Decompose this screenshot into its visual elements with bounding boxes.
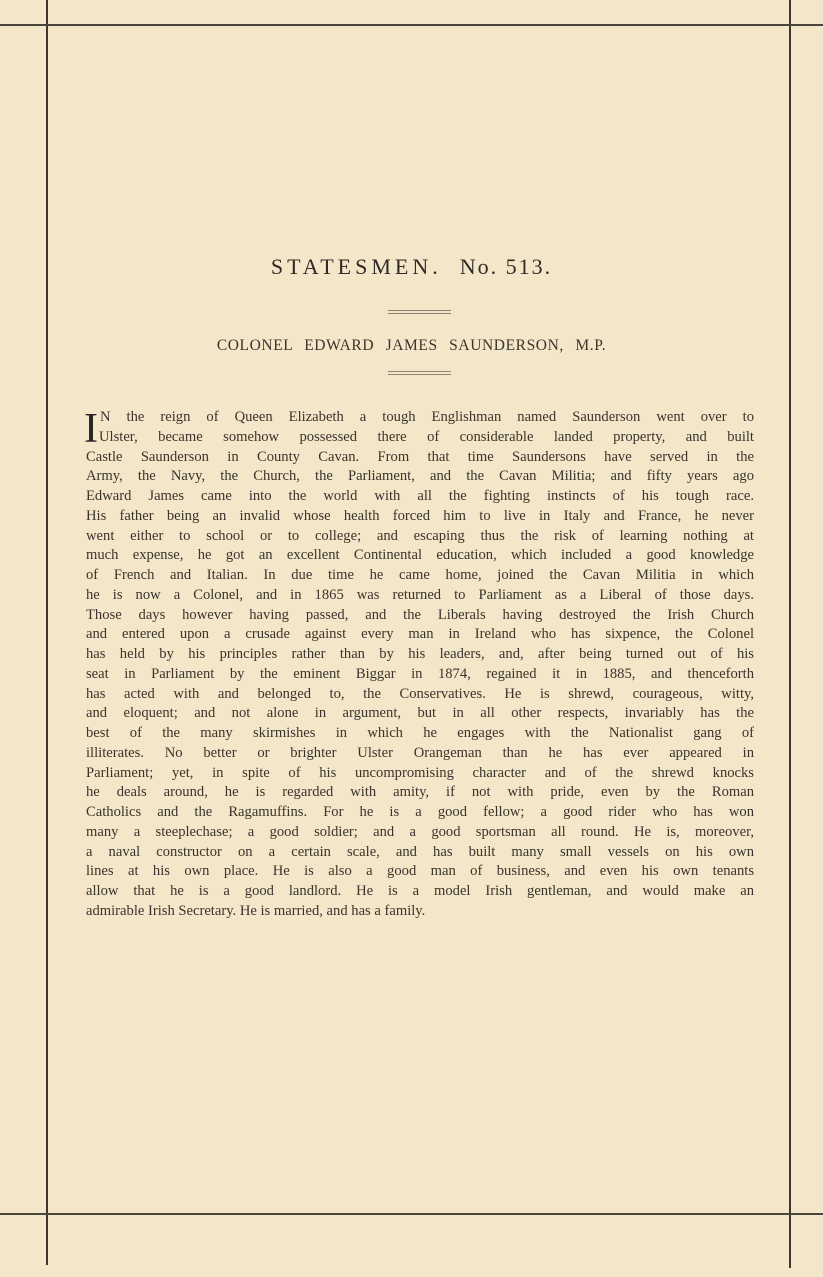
left-border-line	[46, 0, 48, 1265]
title-divider	[388, 310, 451, 314]
article-line: of French and Italian. In due time he came home, joined the Cavan Militia in which	[86, 567, 754, 583]
article-line: Castle Saunderson in County Cavan. From that time Saundersons have served in the	[86, 448, 754, 465]
article-line: went either to school or to college; and escaping thus the risk of learning nothing at	[86, 527, 754, 544]
drop-cap: I	[84, 406, 98, 452]
series-title: STATESMEN.	[270, 254, 442, 279]
subject-divider	[388, 371, 451, 375]
article-line: illiterates. No better or brighter Ulster Orangeman than he has ever appeared in	[86, 744, 754, 761]
subject-heading: COLONEL EDWARD JAMES SAUNDERSON, M.P.	[216, 337, 607, 354]
article-line: Catholics and the Ragamuffins. For he is a good fellow; a good rider who has won	[86, 804, 754, 820]
bottom-border-line	[0, 1213, 823, 1215]
article-line: lines at his own place. He is also a good man of business, and even his own tenants	[86, 863, 754, 880]
right-border-line	[789, 0, 791, 1268]
article-line: he is now a Colonel, and in 1865 was returned to Parliament as a Liberal of those days.	[86, 586, 754, 603]
article-line: allow that he is a good landlord. He is a model Irish gentleman, and would make an	[86, 883, 754, 899]
article-line: Army, the Navy, the Church, the Parliament, and the Cavan Militia; and fifty years ago	[86, 468, 754, 485]
article-line: best of the many skirmishes in which he engages with the Nationalist gang of	[86, 725, 754, 741]
article-line: a naval constructor on a certain scale, and has built many small vessels on his own	[86, 843, 754, 860]
article-body	[86, 408, 754, 922]
top-border-line	[0, 24, 823, 26]
article-line: much expense, he got an excellent Continental education, which included a good knowledge	[86, 547, 754, 564]
article-line: and entered upon a crusade against every man in Ireland who has sixpence, the Colonel	[86, 626, 754, 643]
article-line: His father being an invalid whose health forced him to live in Italy and France, he never	[86, 507, 754, 524]
article-line: he deals around, he is regarded with amity, if not with pride, even by the Roman	[86, 784, 754, 801]
article-line: admirable Irish Secretary. He is married, and has a family.	[86, 902, 426, 919]
article-line: has held by his principles rather than by his leaders, and, after being turned out of his	[86, 646, 754, 662]
article-line: Those days however having passed, and the Liberals having destroyed the Irish Church	[86, 606, 754, 623]
article-line: Parliament; yet, in spite of his uncompromising character and of the shrewd knocks	[86, 764, 754, 781]
article-line: has acted with and belonged to, the Conservatives. He is shrewd, courageous, witty,	[86, 685, 754, 702]
article-line: Ulster, became somehow possessed there of considerable landed property, and built	[99, 428, 754, 445]
issue-number: No. 513.	[459, 254, 553, 279]
article-line: many a steeplechase; a good soldier; and a good sportsman all round. He is, moreover,	[86, 823, 754, 840]
article-line: Edward James came into the world with all the fighting instincts of his tough race.	[86, 488, 754, 504]
article-line: and eloquent; and not alone in argument, but in all other respects, invariably has the	[86, 705, 754, 722]
article-line: N the reign of Queen Elizabeth a tough Englishman named Saunderson went over to	[100, 409, 754, 425]
article-line: seat in Parliament by the eminent Biggar in 1874, regained it in 1885, and thenceforth	[86, 665, 754, 682]
page-title	[0, 254, 823, 280]
